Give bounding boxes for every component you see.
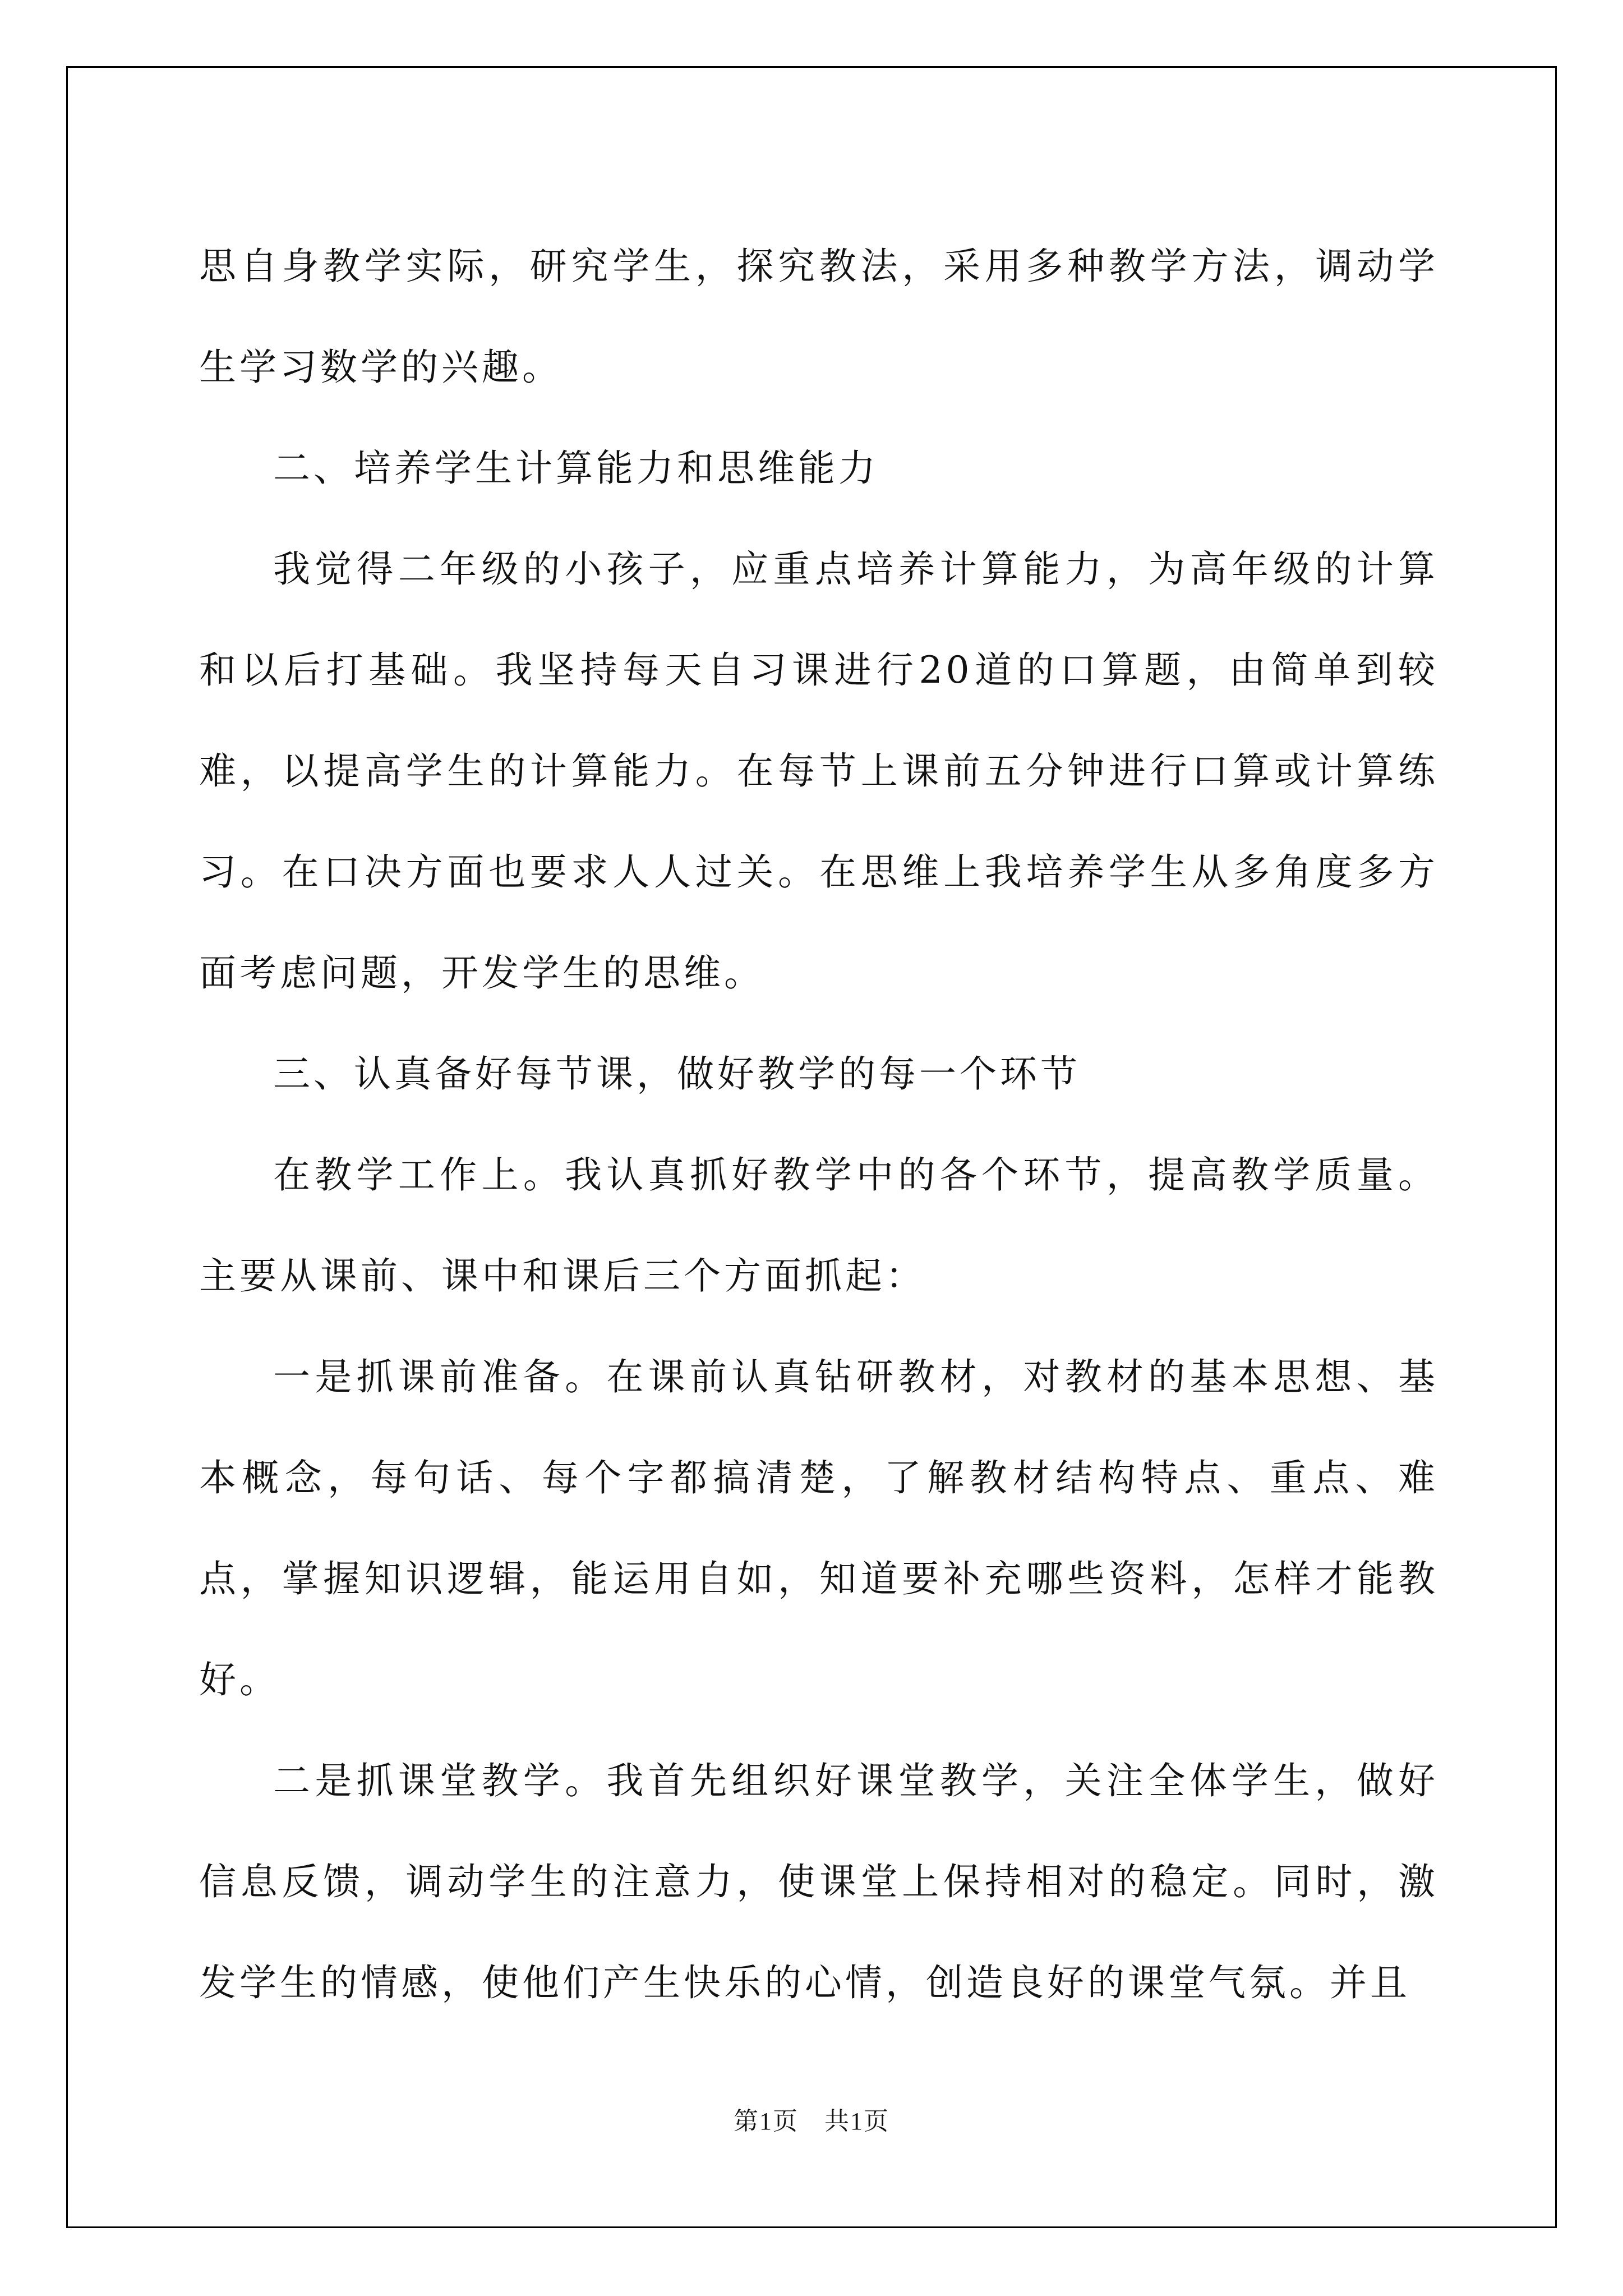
section-heading: 三、认真备好每节课，做好教学的每一个环节 bbox=[273, 1052, 1081, 1096]
paragraph: 在教学工作上。我认真抓好教学中的各个环节，提高教学质量。主要从课前、课中和课后三个方面抓起： bbox=[199, 1153, 1438, 1297]
section-heading: 二、培养学生计算能力和思维能力 bbox=[273, 447, 879, 490]
document-body bbox=[199, 216, 1438, 2033]
page-number: 第1页 共1页 bbox=[734, 2108, 889, 2135]
paragraph: 二是抓课堂教学。我首先组织好课堂教学，关注全体学生，做好信息反馈，调动学生的注意力，使课堂上保持相对的稳定。同时，激发学生的情感，使他们产生快乐的心情，创造良好的课堂气氛。并且 bbox=[199, 1759, 1438, 2004]
paragraph: 我觉得二年级的小孩子，应重点培养计算能力，为高年级的计算和以后打基础。我坚持每天自习课进行20道的口算题，由简单到较难，以提高学生的计算能力。在每节上课前五分钟进行口算或计算练习。在口决方面也要求人人过关。在思维上我培养学生从多角度多方面考虑问题，开发学生的思维。 bbox=[199, 547, 1438, 995]
paragraph: 思自身教学实际，研究学生，探究教法，采用多种教学方法，调动学生学习数学的兴趣。 bbox=[199, 245, 1438, 389]
paragraph: 一是抓课前准备。在课前认真钻研教材，对教材的基本思想、基本概念，每句话、每个字都搞清楚，了解教材结构特点、重点、难点，掌握知识逻辑，能运用自如，知道要补充哪些资料，怎样才能教好。 bbox=[199, 1355, 1438, 1701]
